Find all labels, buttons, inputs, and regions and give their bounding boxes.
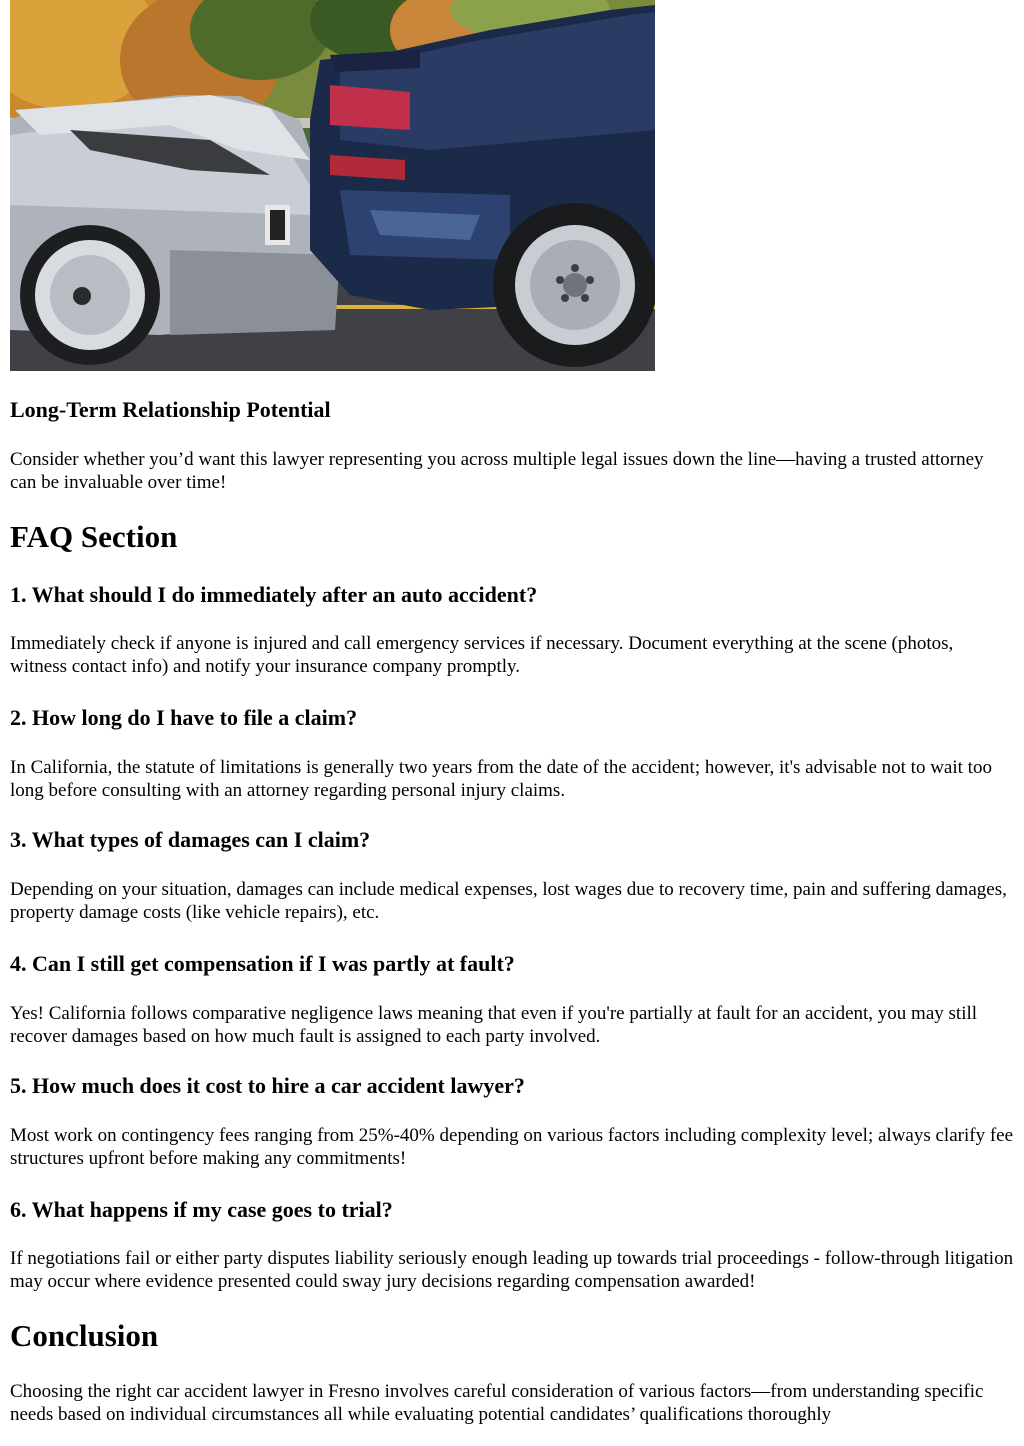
faq-question: 3. What types of damages can I claim?: [10, 827, 371, 852]
section-body: Consider whether you’d want this lawyer representing you across multiple legal issues down the line—having a trusted attorney can be invaluable over time!: [10, 449, 984, 493]
faq-title: FAQ Section: [10, 519, 178, 554]
faq-answer: Yes! California follows comparative negligence laws meaning that even if you're partially at fault for an accident, you may still recover damages based on how much fault is assigned to each party involved.: [10, 1003, 978, 1047]
faq-question: 4. Can I still get compensation if I was partly at fault?: [10, 951, 515, 976]
section-heading: Long-Term Relationship Potential: [10, 397, 331, 422]
conclusion-title: Conclusion: [10, 1318, 159, 1353]
faq-question: 5. How much does it cost to hire a car accident lawyer?: [10, 1073, 525, 1098]
faq-answer: If negotiations fail or either party disputes liability seriously enough leading up towards trial proceedings - follow-through litigation may occur where evidence presented could sway jury decisions regarding compensation awarded!: [10, 1248, 1014, 1292]
faq-question: 6. What happens if my case goes to trial?: [10, 1197, 393, 1222]
conclusion-body: Choosing the right car accident lawyer in Fresno involves careful consideration of various factors—from understanding specific needs based on individual circumstances all while evaluating potential candidates’ qualifications thoroughly: [10, 1381, 984, 1425]
faq-question: 1. What should I do immediately after an auto accident?: [10, 582, 538, 607]
faq-answer: In California, the statute of limitations is generally two years from the date of the accident; however, it's advisable not to wait too long before consulting with an attorney regarding personal injury claims.: [10, 757, 992, 801]
faq-question: 2. How long do I have to file a claim?: [10, 705, 358, 730]
faq-answer: Most work on contingency fees ranging from 25%-40% depending on various factors including complexity level; always clarify fee structures upfront before making any commitments!: [10, 1125, 1014, 1169]
faq-answer: Depending on your situation, damages can include medical expenses, lost wages due to recovery time, pain and suffering damages, property damage costs (like vehicle repairs), etc.: [10, 879, 1007, 923]
faq-answer: Immediately check if anyone is injured and call emergency services if necessary. Document everything at the scene (photos, witness contact info) and notify your insurance company promptly.: [10, 633, 954, 677]
article-content: [10, 0, 1014, 1425]
car-accident-photo: [10, 0, 655, 371]
